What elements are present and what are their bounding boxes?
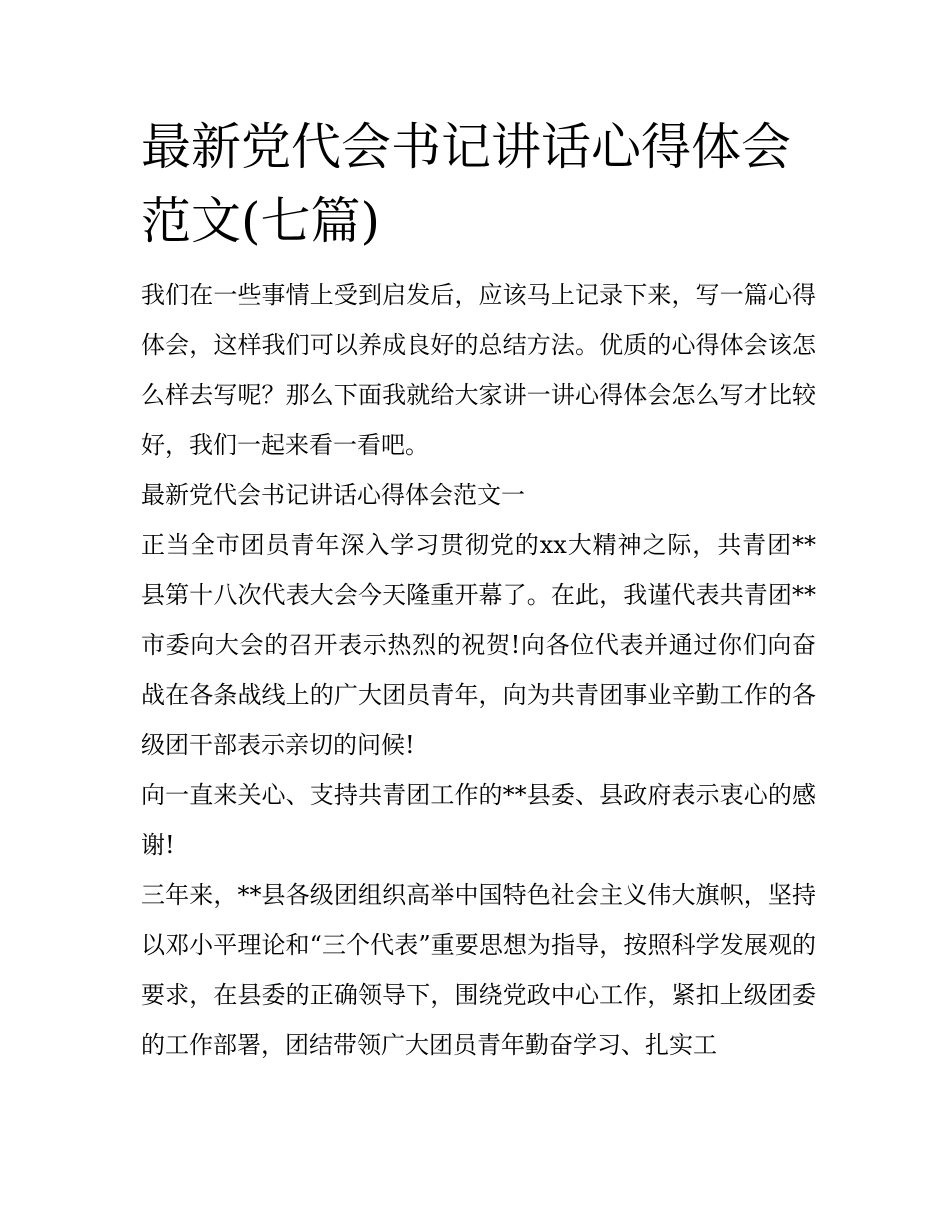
body-paragraph: 三年来，**县各级团组织高举中国特色社会主义伟大旗帜，坚持以邓小平理论和“三个代表”重要思想为指导，按照科学发展观的要求，在县委的正确领导下，围绕党政中心工作，紧扣上级团委的工作部署，团结带领广大团员青年勤奋学习、扎实工 [141,881,816,1059]
section-heading: 最新党代会书记讲话心得体会范文一 [141,481,525,509]
intro-paragraph: 我们在一些事情上受到启发后，应该马上记录下来，写一篇心得体会，这样我们可以养成良好的总结方法。优质的心得体会该怎么样去写呢？那么下面我就给大家讲一讲心得体会怎么写才比较好，我们一起来看一看吧。 [141,281,816,459]
body-paragraph: 正当全市团员青年深入学习贯彻党的xx大精神之际，共青团**县第十八次代表大会今天隆重开幕了。在此，我谨代表共青团**市委向大会的召开表示热烈的祝贺!向各位代表并通过你们向奋战在各条战线上的广大团员青年，向为共青团事业辛勤工作的各级团干部表示亲切的问候! [141,531,816,759]
document-body [141,110,816,1070]
document-title: 最新党代会书记讲话心得体会范文(七篇) [141,118,791,250]
body-paragraph: 向一直来关心、支持共青团工作的**县委、县政府表示衷心的感谢! [141,781,816,859]
